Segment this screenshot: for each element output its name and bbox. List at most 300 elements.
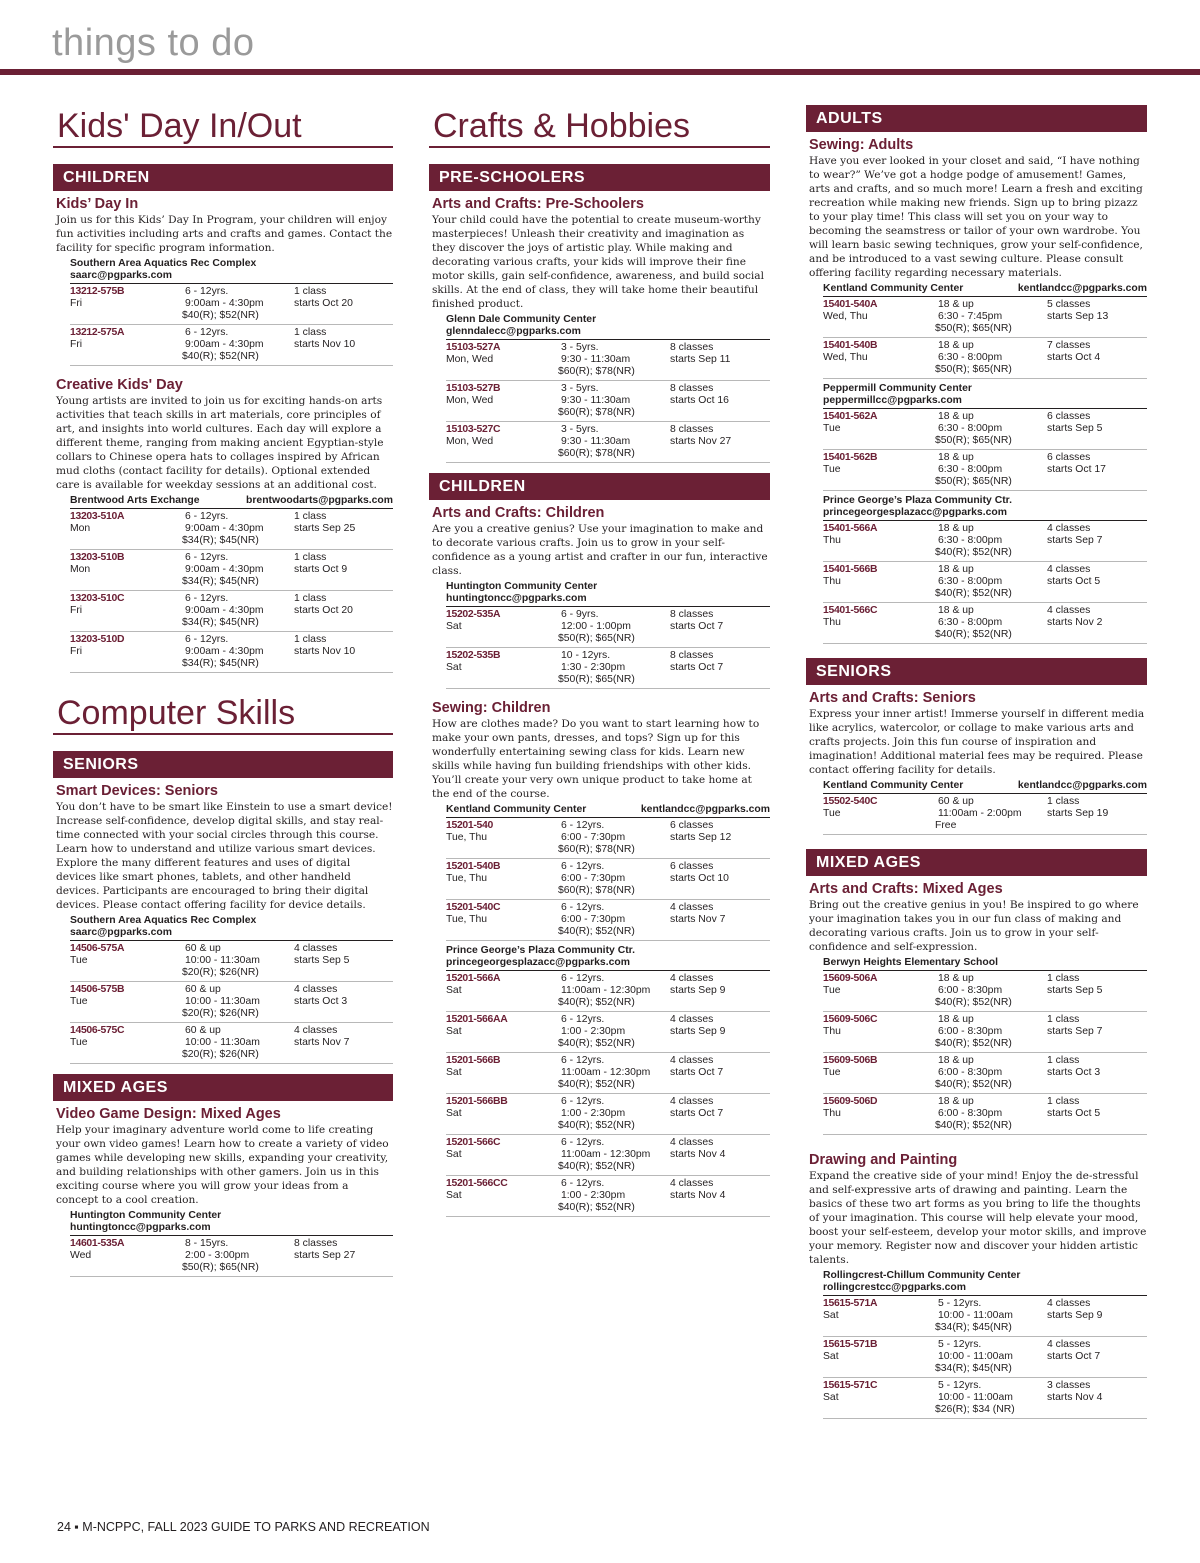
course-sessions: 4 classes [670,973,714,984]
course-ages: 18 & up [938,564,974,575]
offering-row [446,859,770,900]
course-start: starts Sep 13 [1047,311,1109,322]
course-fee: $50(R); $65(NR) [935,323,1012,334]
course-start: starts Sep 27 [294,1250,356,1261]
course-fee: $40(R); $52(NR) [558,1120,635,1131]
course-description: Bring out the creative genius in you! Be inspired to go where your imagination takes you in our fun class of making and decorating various crafts. Join us to grow in your self-confidence and self-expression. [809,899,1139,953]
course-sessions: 8 classes [670,342,714,353]
course-code: 14506-575B [70,984,125,995]
course-days: Tue [70,955,88,966]
course-days: Wed [70,1250,92,1261]
course-sessions: 1 class [1047,1055,1080,1066]
course-start: starts Sep 9 [670,985,726,996]
course-description: Express your inner artist! Immerse yourself in different media like acrylics, watercolor, or collage to make various arts and crafts projects. Join this fun course of inspiration and imagination! Additional material fees may be required. Please contact offering facility for details. [809,708,1145,776]
course-code: 15401-562A [823,411,878,422]
section-title: Crafts & Hobbies [429,100,770,148]
course-sessions: 1 class [294,634,327,645]
course [53,376,393,673]
course-sessions: 4 classes [294,1025,338,1036]
course-days: Mon [70,523,91,534]
course-time: 10:00 - 11:00am [938,1351,1013,1362]
course-title: Sewing: Children [432,700,551,716]
course-fee: $50(R); $65(NR) [935,435,1012,446]
course-sessions: 6 classes [1047,452,1091,463]
course-ages: 3 - 5yrs. [561,424,599,435]
course-time: 11:00am - 12:30pm [561,1149,651,1160]
course-days: Tue, Thu [446,873,488,884]
course-time: 2:00 - 3:00pm [185,1250,250,1261]
facility-name: Berwyn Heights Elementary School [823,957,998,968]
course-fee: $60(R); $78(NR) [558,366,635,377]
course-ages: 6 - 12yrs. [561,861,605,872]
course-fee: $40(R); $52(NR) [935,997,1012,1008]
course-code: 15609-506A [823,973,878,984]
course-title: Video Game Design: Mixed Ages [56,1106,281,1122]
course-sessions: 3 classes [1047,1380,1091,1391]
group-header-mixed-ages: MIXED AGES [806,849,1147,876]
course-sessions: 1 class [1047,1096,1080,1107]
course-code: 15609-506C [823,1014,878,1025]
course-fee: $34(R); $45(NR) [935,1322,1012,1333]
course-start: starts Sep 9 [670,1026,726,1037]
offering-row [446,1012,770,1053]
course-ages: 60 & up [938,796,974,807]
offering-row [70,1236,393,1277]
course-fee: $40(R); $52(NR) [935,547,1012,558]
course-fee: $20(R); $26(NR) [182,1008,259,1019]
course-code: 13203-510D [70,634,125,645]
course-ages: 8 - 15yrs. [185,1238,229,1249]
course-sessions: 4 classes [670,1055,714,1066]
course-sessions: 6 classes [670,861,714,872]
course-start: starts Sep 7 [1047,535,1103,546]
offering-row [446,900,770,941]
course-ages: 6 - 12yrs. [185,286,229,297]
course-sessions: 1 class [1047,796,1080,807]
course-sessions: 4 classes [1047,1298,1091,1309]
course-code: 13203-510A [70,511,125,522]
course-time: 6:00 - 8:30pm [938,1026,1003,1037]
course-time: 1:30 - 2:30pm [561,662,626,673]
facility-name: Kentland Community Center [823,283,964,294]
course-ages: 18 & up [938,1055,974,1066]
course-start: starts Oct 20 [294,298,353,309]
course-fee: $40(R); $52(NR) [558,997,635,1008]
course-days: Wed, Thu [823,352,868,363]
course-time: 11:00am - 2:00pm [938,808,1022,819]
offering-row [823,1296,1147,1337]
facility-email[interactable]: princegeorgesplazacc@pgparks.com [446,957,630,968]
course-code: 13212-575B [70,286,125,297]
course-ages: 60 & up [185,1025,221,1036]
course-start: starts Sep 25 [294,523,356,534]
course-code: 15615-571A [823,1298,878,1309]
course-time: 10:00 - 11:30am [185,955,260,966]
course-sessions: 8 classes [294,1238,338,1249]
facility-email[interactable]: rollingcrestcc@pgparks.com [823,1282,966,1293]
facility-email[interactable]: princegeorgesplazacc@pgparks.com [823,507,1007,518]
course-title: Sewing: Adults [809,137,914,153]
course-code: 15201-540C [446,902,501,913]
column-left [53,100,393,1291]
facility-email[interactable]: saarc@pgparks.com [70,927,172,938]
course-start: starts Sep 9 [1047,1310,1103,1321]
course-days: Sat [446,1026,462,1037]
course-fee: $34(R); $45(NR) [182,617,259,628]
course-fee: $26(R); $34 (NR) [935,1404,1015,1415]
course-days: Fri [70,298,83,309]
course-start: starts Sep 11 [670,354,731,365]
course-ages: 6 - 12yrs. [185,511,229,522]
course-fee: $40(R); $52(NR) [935,588,1012,599]
offering-row [446,340,770,381]
course-code: 15401-566A [823,523,878,534]
course-time: 9:30 - 11:30am [561,436,631,447]
offering-row [823,1094,1147,1135]
group-header-seniors: SENIORS [806,658,1147,685]
course-code: 15201-566CC [446,1178,508,1189]
facility-header [823,780,1147,794]
course-description: Young artists are invited to join us for exciting hands-on arts activities that teach skills in art materials, core principles of art, and insights into world cultures. Each day will explore a different theme, ranging from making ancient Egyptian-style collars to Chinese opera hats to collages inspired by African mud cloths (contact facility for details). Optional extended care is available for weekday sessions at an additional cost. [56,395,384,491]
course-days: Tue [70,996,88,1007]
course-code: 15201-566AA [446,1014,508,1025]
course-days: Sat [446,1149,462,1160]
group-header-seniors: SENIORS [53,751,393,778]
course-fee: $60(R); $78(NR) [558,885,635,896]
page-title: things to do [52,22,255,64]
facility-header [823,957,1147,971]
course [806,136,1147,644]
course-days: Thu [823,617,841,628]
course-code: 14506-575C [70,1025,125,1036]
course-description: Help your imaginary adventure world come to life creating your own video games! Learn how to create a variety of video games while developing new skills, expanding your creativity, and building relationships with other gamers. Join us in this exciting course where you will grow your ideas from a concept to a cool creation. [56,1124,389,1206]
course-time: 6:00 - 8:30pm [938,985,1003,996]
course-ages: 3 - 5yrs. [561,342,599,353]
course-days: Tue [823,808,841,819]
facility-header [446,804,770,818]
course-sessions: 1 class [1047,973,1080,984]
course-sessions: 1 class [294,552,327,563]
section-title: Kids' Day In/Out [53,100,393,148]
course-start: starts Oct 20 [294,605,353,616]
course-time: 9:00am - 4:30pm [185,298,264,309]
course-start: starts Oct 16 [670,395,729,406]
course-start: starts Oct 17 [1047,464,1106,475]
course-fee: $40(R); $52(NR) [935,1120,1012,1131]
course-days: Tue [70,1037,88,1048]
course-sessions: 4 classes [670,1137,714,1148]
course-start: starts Oct 7 [670,662,724,673]
facility-name: Brentwood Arts Exchange [70,495,200,506]
course-days: Mon [70,564,91,575]
facility-name: Rollingcrest-Chillum Community Center [823,1270,1021,1281]
facility-name: Glenn Dale Community Center [446,314,597,325]
group-header-pre-schoolers: PRE-SCHOOLERS [429,164,770,191]
course-start: starts Oct 4 [1047,352,1101,363]
course-fee: $40(R); $52(NR) [558,926,635,937]
course [806,1151,1147,1419]
course-code: 15615-571C [823,1380,878,1391]
course-ages: 6 - 12yrs. [561,1137,605,1148]
course-days: Mon, Wed [446,395,494,406]
offering-row [823,1012,1147,1053]
course-sessions: 6 classes [670,820,714,831]
course-ages: 18 & up [938,973,974,984]
course-code: 15202-535B [446,650,501,661]
course-fee: $40(R); $52(NR) [558,1079,635,1090]
course-description: Join us for this Kids’ Day In Program, your children will enjoy fun activities including arts and crafts and games. Contact the facility for specific program information. [56,214,393,254]
course-start: starts Nov 10 [294,339,356,350]
facility-name: Huntington Community Center [446,581,598,592]
course-ages: 5 - 12yrs. [938,1380,982,1391]
facility-header [70,258,393,284]
offering-row [70,509,393,550]
course-description: Expand the creative side of your mind! Enjoy the de-stressful and self-expressive arts of drawing and painting. Learn the basics of these two art forms as you bring to life the thoughts of your imagination. This course will help elevate your mood, boost your self-esteem, develop your motor skills, and improve your memory. Register now and discover your hidden artistic talents. [809,1170,1147,1266]
course-time: 6:00 - 8:30pm [938,1108,1003,1119]
course-description: Have you ever looked in your closet and said, “I have nothing to wear?” We’ve got a hodge podge of amusement! Games, arts and crafts, and so much more! Learn a fresh and exciting recreation while making new friends. Sign up to bring pizazz to your play time! This class will set you on your way to becoming the seamstress or tailor of your own wardrobe. You will learn basic sewing techniques, grow your self-confidence, and be introduced to a vast sewing culture. Please consult offering facility regarding necessary materials. [809,155,1143,279]
offering-row [823,603,1147,644]
course-time: 6:30 - 8:00pm [938,464,1003,475]
course-ages: 6 - 12yrs. [185,634,229,645]
course-days: Tue, Thu [446,914,488,925]
course-days: Thu [823,1108,841,1119]
facility-email[interactable]: saarc@pgparks.com [70,270,172,281]
course-days: Tue [823,1067,841,1078]
course-ages: 6 - 12yrs. [185,593,229,604]
course-start: starts Nov 2 [1047,617,1103,628]
course-start: starts Oct 10 [670,873,729,884]
course-ages: 18 & up [938,452,974,463]
course-ages: 18 & up [938,605,974,616]
facility-email[interactable]: glenndalecc@pgparks.com [446,326,581,337]
course-sessions: 1 class [294,593,327,604]
offering-row [823,297,1147,338]
course-ages: 6 - 12yrs. [561,973,605,984]
course-fee: $40(R); $52(NR) [558,1202,635,1213]
offering-row [823,971,1147,1012]
offering-row [823,450,1147,491]
course-start: starts Nov 7 [294,1037,350,1048]
course-description: Your child could have the potential to create museum-worthy masterpieces! Unleash their creativity and imagination as they discover the joys of artistic play. While making and decorating various crafts, your kids will improve their fine motor skills, gain self-confidence, awareness, and build social skills. At the end of class, they will take home their beautiful finished product. [432,214,764,310]
facility-header [823,1270,1147,1296]
course-ages: 6 - 12yrs. [561,1055,605,1066]
facility-email[interactable]: huntingtoncc@pgparks.com [446,593,587,604]
course-days: Sat [446,1067,462,1078]
offering-row [823,794,1147,835]
course-start: starts Oct 7 [670,621,724,632]
course-ages: 18 & up [938,340,974,351]
offering-row [70,284,393,325]
course-sessions: 1 class [294,327,327,338]
column-middle [429,100,770,1231]
course-days: Tue [823,423,841,434]
course-sessions: 4 classes [670,1178,714,1189]
course-time: 6:30 - 8:00pm [938,352,1003,363]
course-time: 6:30 - 8:00pm [938,617,1003,628]
course-time: 10:00 - 11:30am [185,996,260,1007]
course-ages: 18 & up [938,1014,974,1025]
course-days: Mon, Wed [446,354,494,365]
section-kids-day [53,100,393,673]
course-time: 6:00 - 8:30pm [938,1067,1003,1078]
facility-header [70,1210,393,1236]
course-ages: 6 - 12yrs. [561,820,605,831]
course-title: Smart Devices: Seniors [56,783,218,799]
facility-name: Southern Area Aquatics Rec Complex [70,258,257,269]
course-start: starts Sep 7 [1047,1026,1103,1037]
offering-row [823,1378,1147,1419]
course-ages: 6 - 12yrs. [561,1096,605,1107]
facility-name: Kentland Community Center [446,804,587,815]
course-fee: Free [935,820,957,831]
course-time: 9:00am - 4:30pm [185,523,264,534]
facility-email[interactable]: kentlandcc@pgparks.com [1017,283,1147,294]
course-sessions: 4 classes [294,943,338,954]
offering-row [70,325,393,366]
group-header-children: CHILDREN [429,473,770,500]
facility-name: Southern Area Aquatics Rec Complex [70,915,257,926]
offering-row [446,1135,770,1176]
course-time: 6:30 - 8:00pm [938,535,1003,546]
course-days: Sat [446,985,462,996]
course-start: starts Nov 7 [670,914,726,925]
course-start: starts Sep 12 [670,832,732,843]
course-fee: $40(R); $52(NR) [182,351,259,362]
course-title: Arts and Crafts: Seniors [809,690,976,706]
course-days: Sat [446,1190,462,1201]
group-header-adults: ADULTS [806,105,1147,132]
course-sessions: 7 classes [1047,340,1091,351]
course-ages: 10 - 12yrs. [561,650,611,661]
course-code: 15502-540C [823,796,878,807]
offering-row [823,1337,1147,1378]
course-time: 9:00am - 4:30pm [185,564,264,575]
offering-row [70,632,393,673]
course-fee: $34(R); $45(NR) [182,535,259,546]
course-fee: $50(R); $65(NR) [558,633,635,644]
course-fee: $40(R); $52(NR) [935,1079,1012,1090]
course-fee: $40(R); $52(NR) [558,1038,635,1049]
course-time: 6:30 - 7:45pm [938,311,1003,322]
facility-name: Prince George’s Plaza Community Ctr. [446,945,636,956]
course-sessions: 4 classes [1047,1339,1091,1350]
course-sessions: 4 classes [670,1014,714,1025]
facility-header [70,915,393,941]
offering-row [446,422,770,463]
course-ages: 18 & up [938,411,974,422]
course-code: 15202-535A [446,609,501,620]
facility-header [823,495,1147,521]
course-days: Fri [70,339,83,350]
course-start: starts Oct 9 [294,564,348,575]
course-ages: 60 & up [185,984,221,995]
course-time: 9:00am - 4:30pm [185,339,264,350]
course-code: 15201-566BB [446,1096,508,1107]
course-fee: $60(R); $78(NR) [558,407,635,418]
course-time: 6:30 - 8:00pm [938,423,1003,434]
course-code: 15201-540B [446,861,501,872]
course-ages: 6 - 9yrs. [561,609,599,620]
course-description: How are clothes made? Do you want to start learning how to make your own pants, dresses, and tops? Sign up for this wonderfully entertaining sewing class for kids. Learn new skills while having fun building friendships with other kids. You’ll create your very own unique product to take home at the end of the course. [432,718,760,800]
course-days: Tue, Thu [446,832,488,843]
course [806,689,1147,835]
course-title: Arts and Crafts: Mixed Ages [809,881,1003,897]
course-days: Wed, Thu [823,311,868,322]
course-code: 15401-562B [823,452,878,463]
course-code: 15201-566C [446,1137,501,1148]
course-time: 11:00am - 12:30pm [561,1067,651,1078]
section-title: Computer Skills [53,687,393,735]
group-header-children: CHILDREN [53,164,393,191]
facility-name: Peppermill Community Center [823,383,972,394]
course-time: 1:00 - 2:30pm [561,1108,626,1119]
course-time: 9:00am - 4:30pm [185,605,264,616]
offering-row [823,521,1147,562]
facility-email[interactable]: kentlandcc@pgparks.com [640,804,770,815]
course-fee: $20(R); $26(NR) [182,1049,259,1060]
section-computer-skills [53,687,393,1277]
course-start: starts Nov 4 [1047,1392,1103,1403]
course-start: starts Sep 5 [294,955,350,966]
course-days: Sat [446,1108,462,1119]
course-ages: 18 & up [938,1096,974,1107]
facility-email[interactable]: huntingtoncc@pgparks.com [70,1222,211,1233]
course-ages: 3 - 5yrs. [561,383,599,394]
course [806,880,1147,1135]
course-start: starts Oct 7 [670,1108,724,1119]
offering-row [446,381,770,422]
course-ages: 6 - 12yrs. [561,1178,605,1189]
facility-header [446,945,770,971]
course-days: Sat [823,1392,839,1403]
course-fee: $40(R); $52(NR) [182,310,259,321]
header-rule [0,69,1200,75]
course-code: 13212-575A [70,327,125,338]
course-start: starts Oct 7 [1047,1351,1101,1362]
facility-header [823,283,1147,297]
offering-row [446,818,770,859]
page-footer: 24 ▪ M-NCPPC, FALL 2023 GUIDE TO PARKS AND RECREATION [57,1520,430,1534]
offering-row [446,648,770,689]
course-fee: $60(R); $78(NR) [558,448,635,459]
facility-email[interactable]: peppermillcc@pgparks.com [823,395,962,406]
section-crafts-hobbies [429,100,770,1217]
course-fee: $34(R); $45(NR) [935,1363,1012,1374]
course-sessions: 8 classes [670,383,714,394]
facility-email[interactable]: kentlandcc@pgparks.com [1017,780,1147,791]
course-sessions: 4 classes [670,1096,714,1107]
offering-row [446,1053,770,1094]
course [429,699,770,1217]
course-start: starts Sep 5 [1047,985,1103,996]
course-ages: 6 - 12yrs. [185,552,229,563]
course-days: Tue [823,464,841,475]
course-time: 9:00am - 4:30pm [185,646,264,657]
course-code: 15401-540B [823,340,878,351]
course-title: Creative Kids' Day [56,377,183,393]
course-sessions: 6 classes [1047,411,1091,422]
course-ages: 5 - 12yrs. [938,1339,982,1350]
course-code: 15201-540 [446,820,493,831]
facility-email[interactable]: brentwoodarts@pgparks.com [246,495,393,506]
course-fee: $50(R); $65(NR) [935,364,1012,375]
course-ages: 6 - 12yrs. [561,1014,605,1025]
offering-row [446,1094,770,1135]
facility-name: Huntington Community Center [70,1210,222,1221]
course-start: starts Nov 10 [294,646,356,657]
course-start: starts Sep 5 [1047,423,1103,434]
offering-row [70,1023,393,1064]
